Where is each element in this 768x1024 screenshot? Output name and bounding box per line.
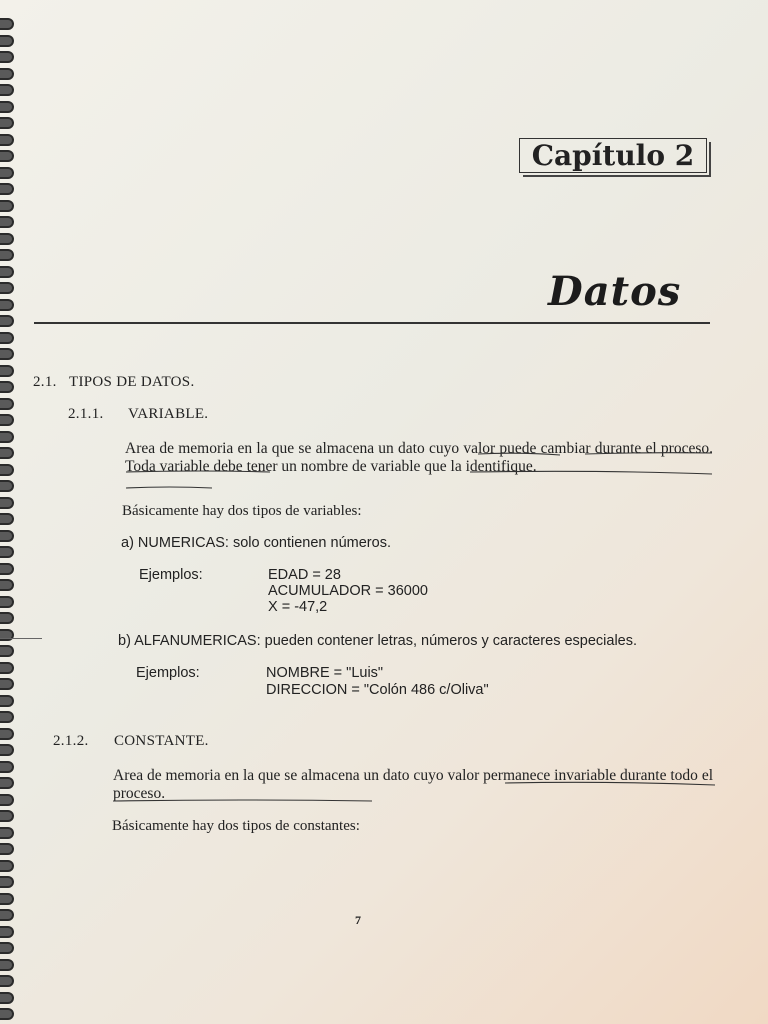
chapter-title: Datos [548,268,682,315]
margin-mark [0,638,42,639]
page-number: 7 [355,913,361,927]
section-title: TIPOS DE DATOS. [69,374,195,390]
numeric-examples-label: Ejemplos: [139,567,203,583]
numeric-example: ACUMULADOR = 36000 [268,583,428,599]
alpha-examples-label: Ejemplos: [136,665,200,681]
numeric-type-label: a) NUMERICAS: solo contienen números. [121,535,391,551]
alpha-example: DIRECCION = "Colón 486 c/Oliva" [266,682,489,698]
subsection-variable-number: 2.1.1. [68,406,104,422]
alpha-example: NOMBRE = "Luis" [266,665,384,681]
subsection-constant-number: 2.1.2. [53,733,89,749]
variable-intro: Básicamente hay dos tipos de variables: [122,503,362,519]
chapter-label: Capítulo 2 [519,138,707,173]
constant-definition: Area de memoria en la que se almacena un dato cuyo valor permanece invariable durante todo el proceso. [113,767,713,802]
numeric-example: X = -47,2 [268,599,328,615]
numeric-example: EDAD = 28 [268,567,341,583]
constant-intro: Básicamente hay dos tipos de constantes: [112,818,360,834]
subsection-variable-title: VARIABLE. [128,406,209,422]
section-number: 2.1. [33,374,57,390]
alpha-type-label: b) ALFANUMERICAS: pueden contener letras, números y caracteres especiales. [118,633,638,649]
variable-definition: Area de memoria en la que se almacena un dato cuyo valor puede cambiar durante el proceso. Toda variable debe tener un nombre de variable que la identifique. [125,440,713,475]
subsection-constant-title: CONSTANTE. [114,733,209,749]
